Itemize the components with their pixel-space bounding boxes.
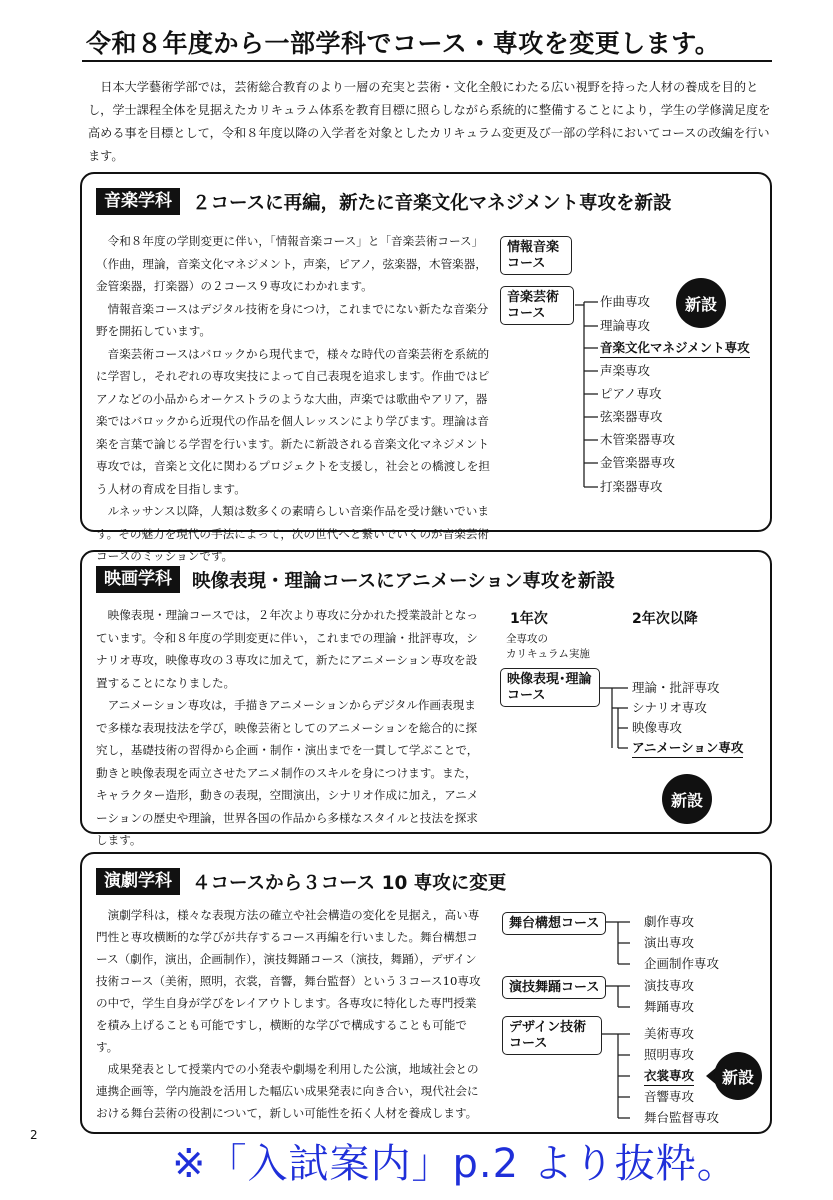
major-item: 木管楽器専攻	[600, 432, 676, 447]
film-section-title: 映像表現・理論コースにアニメーション専攻を新設	[192, 570, 615, 592]
drama-section	[80, 852, 772, 1134]
new-badge: 新設	[676, 278, 726, 328]
drama-course-butai: 舞台構想コース	[502, 912, 606, 935]
excerpt-note: ※「入試案内」p.2 より抜粋。	[172, 1141, 738, 1187]
music-paragraph: ルネッサンス以降，人類は数多くの素晴らしい音楽作品を受け継いでいます。その魅力を現代の手法によって，次の世代へと繋いでいくのが音楽芸術コースのミッションです。	[96, 504, 490, 563]
drama-major-item: 演出専攻	[644, 935, 695, 950]
film-section	[80, 550, 772, 847]
major-item: ピアノ専攻	[600, 386, 662, 401]
new-badge: 新設	[662, 774, 712, 824]
drama-major-item: 音響専攻	[644, 1089, 695, 1104]
film-paragraph: 映像表現・理論コースでは，２年次より専攻に分かれた授業設計となっています。令和８年度の学則変更に伴い，これまでの理論・批評専攻，シナリオ専攻，映像専攻の３専攻に加えて，新たにアニメーション専攻を設置することになりました。	[96, 608, 479, 690]
major-item: 作曲専攻	[600, 294, 651, 309]
major-item: 理論専攻	[600, 318, 651, 333]
film-course-box: 映像表現･理論 コース	[500, 668, 600, 707]
music-section	[80, 172, 772, 563]
drama-major-item: 演技専攻	[644, 978, 695, 993]
film-major-item: 映像専攻	[632, 720, 683, 735]
music-course-joho: 情報音楽 コース	[500, 236, 572, 275]
drama-major-item: 舞踊専攻	[644, 999, 695, 1014]
major-item-new: 音楽文化マネジメント専攻	[600, 339, 750, 358]
drama-major-item: 舞台監督専攻	[644, 1110, 720, 1125]
drama-major-item-new: 衣裳専攻	[644, 1067, 694, 1086]
drama-course-engi: 演技舞踊コース	[502, 976, 606, 999]
major-item: 金管楽器専攻	[600, 455, 676, 470]
drama-paragraph: 演劇学科は，様々な表現方法の確立や社会構造の変化を見据え，高い専門性と専攻横断的な学びが共存するコース再編を行いました。舞台構想コース（劇作，演出，企画制作），演技舞踊コース（演技，舞踊），デザイン技術コース（美術，照明，衣裳，音響，舞台監督）という３コース10専攻の中で，学生自身が学びをレイアウトします。各専攻に特化した専門授業を積み上げることも可能ですし，横断的な学びで構成することも可能です。	[96, 908, 481, 1054]
page-title: 令和８年度から一部学科でコース・専攻を変更します。	[82, 22, 772, 62]
music-section-title: ２コースに再編，新たに音楽文化マネジメント専攻を新設	[192, 192, 672, 214]
film-badge: 映画学科	[96, 566, 180, 593]
film-paragraph: アニメーション専攻は，手描きアニメーションからデジタル作画表現まで多様な表現技法を学び，映像芸術としてのアニメーションを総合的に探究し，基礎技術の習得から企画・制作・演出までを一貫して学ぶことで，動きと映像表現を両立させたアニメ制作のスキルを身につけます。また，キャラクター造形，動きの表現，空間演出，シナリオ作成に加え，アニメーションの歴史や理論，世界各国の作品から多様なスタイルと技法を探求します。	[96, 698, 479, 847]
film-year1-note: 全専攻の カリキュラム実施	[506, 633, 590, 660]
film-major-item: シナリオ専攻	[632, 700, 707, 715]
drama-badge: 演劇学科	[96, 868, 180, 895]
film-major-item: 理論・批評専攻	[632, 680, 720, 695]
drama-major-item: 照明専攻	[644, 1047, 695, 1062]
drama-section-title: ４コースから３コース 10 専攻に変更	[192, 872, 507, 894]
film-major-item-new: アニメーション専攻	[632, 739, 743, 758]
music-paragraph: 令和８年度の学則変更に伴い，「情報音楽コース」と「音楽芸術コース」（作曲，理論，音楽文化マネジメント，声楽，ピアノ，弦楽器，木管楽器，金管楽器，打楽器）の２コース９専攻にわかれます。	[96, 234, 487, 293]
new-badge: 新設	[714, 1052, 762, 1100]
major-item: 声楽専攻	[600, 363, 651, 378]
music-paragraph: 音楽芸術コースはバロックから現代まで，様々な時代の音楽芸術を系統的に学習し，それぞれの専攻実技によって自己表現を追求します。作曲ではピアノなどの小品からオーケストラのような大曲，声楽では歌曲やアリア，器楽ではバロックから近現代の作品を個人レッスンにより学びます。理論は音楽を言葉で論じる学習を行います。新たに新設される音楽文化マネジメント専攻では，音楽と文化に関わるプロジェクトを支援し，社会との橋渡しを担う人材の育成を目指します。	[96, 346, 490, 496]
drama-major-item: 企画制作専攻	[644, 956, 720, 971]
major-item: 弦楽器専攻	[600, 409, 663, 424]
music-course-geijutsu: 音楽芸術 コース	[500, 286, 574, 325]
intro-paragraph: 日本大学藝術学部では，芸術総合教育のより一層の充実と芸術・文化全般にわたる広い視野を持った人材の養成を目的とし，学士課程全体を見据えたカリキュラム体系を教育目標に照らしながら系統的に整備することにより，学生の学修満足度を高める事を目標として，令和８年度以降の入学者を対象としたカリキュラム変更及び一部の学科においてコースの改編を行います。	[88, 80, 771, 163]
drama-course-design: デザイン技術 コース	[502, 1016, 602, 1055]
music-paragraph: 情報音楽コースはデジタル技術を身につけ，これまでにない新たな音楽分野を開拓しています。	[96, 301, 489, 338]
film-year1-header: 1年次	[510, 611, 548, 627]
major-item: 打楽器専攻	[600, 479, 663, 494]
drama-major-item: 劇作専攻	[644, 914, 695, 929]
drama-major-item: 美術専攻	[644, 1026, 695, 1041]
drama-paragraph: 成果発表として授業内での小発表や劇場を利用した公演，地域社会との連携企画等，学内施設を活用した幅広い成果発表に向き合い，現代社会における舞台芸術の役割について，新しい可能性を拓く人材を養成します。	[96, 1062, 479, 1120]
music-badge: 音楽学科	[96, 188, 180, 215]
film-year2-header: 2年次以降	[632, 611, 698, 627]
page-number: 2	[30, 1128, 38, 1142]
drama-new-arrow	[82, 854, 774, 1136]
